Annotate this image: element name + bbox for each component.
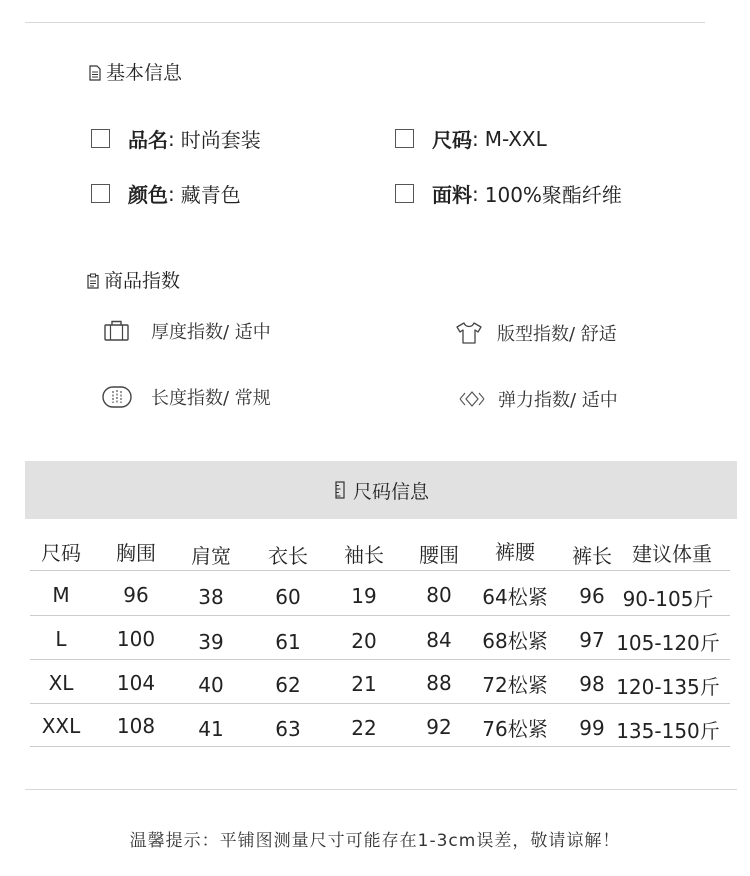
- table-header-cell: 肩宽: [191, 544, 231, 568]
- table-divider: [30, 746, 730, 747]
- table-header-cell: 袖长: [344, 543, 384, 567]
- index-label: 弹力指数/ 适中: [498, 390, 618, 411]
- table-cell: 99: [579, 716, 605, 740]
- table-divider: [30, 703, 730, 704]
- info-value: M-XXL: [484, 126, 547, 151]
- basic-info-title-text: 基本信息: [106, 62, 183, 84]
- table-header-cell: 衣长: [268, 544, 308, 568]
- table-header-cell: 建议体重: [632, 542, 712, 566]
- table-divider: [30, 570, 730, 571]
- info-item-size: 尺码 : M-XXL: [395, 124, 547, 153]
- table-cell: 38: [198, 585, 224, 609]
- info-key: 尺码: [432, 128, 472, 152]
- index-label: 长度指数/ 常规: [151, 388, 271, 409]
- table-cell: 63: [275, 717, 301, 741]
- table-cell: 60: [275, 585, 301, 609]
- table-cell: 20: [351, 629, 377, 653]
- table-cell: 22: [351, 716, 377, 740]
- table-cell: 21: [351, 672, 377, 696]
- table-cell: M: [52, 583, 70, 607]
- table-cell: 90-105斤: [622, 587, 714, 611]
- table-cell: 135-150斤: [616, 719, 720, 743]
- info-key: 面料: [432, 183, 472, 207]
- table-divider: [30, 659, 730, 660]
- table-header-cell: 腰围: [419, 543, 459, 567]
- table-cell: 39: [198, 630, 224, 654]
- table-cell: 97: [579, 628, 605, 652]
- basic-info-title: [88, 58, 182, 85]
- index-label: 版型指数/ 舒适: [497, 324, 617, 345]
- table-cell: 84: [426, 628, 452, 652]
- ruler-icon: [333, 481, 347, 499]
- index-title-text: 商品指数: [104, 270, 181, 292]
- table-cell: L: [55, 627, 67, 651]
- table-cell: 108: [116, 714, 156, 738]
- info-value: 藏青色: [180, 183, 241, 207]
- measurement-note: 温馨提示：平铺图测量尺寸可能存在1-3cm误差，敬请谅解！: [129, 831, 621, 851]
- checkbox[interactable]: [91, 129, 110, 148]
- index-item-length: [101, 384, 271, 410]
- checkbox[interactable]: [395, 184, 414, 203]
- info-key: 颜色: [128, 183, 168, 207]
- index-label: 厚度指数/ 适中: [151, 322, 271, 343]
- table-cell: 68松紧: [482, 629, 548, 653]
- document-icon: [88, 64, 102, 80]
- clipboard-icon: [86, 272, 100, 288]
- table-cell: 88: [426, 671, 452, 695]
- table-cell: 96: [579, 584, 605, 608]
- table-cell: 76松紧: [482, 717, 548, 741]
- size-info-header: [25, 461, 737, 519]
- index-item-fit: [455, 320, 617, 346]
- info-item-fabric: 面料 : 100%聚酯纤维: [395, 179, 622, 208]
- info-item-color: 颜色 : 藏青色: [91, 179, 241, 208]
- info-value: 时尚套装: [180, 128, 261, 152]
- length-gauge-icon: [101, 384, 133, 410]
- index-item-elastic: [458, 386, 618, 412]
- elastic-diamond-icon: [458, 386, 486, 412]
- info-value: 100%聚酯纤维: [484, 183, 622, 207]
- table-cell: 92: [426, 715, 452, 739]
- bottom-divider: [25, 789, 737, 790]
- info-item-name: 品名 : 时尚套装: [91, 124, 261, 153]
- index-title: [86, 266, 180, 293]
- table-cell: 98: [579, 672, 605, 696]
- checkbox[interactable]: [395, 129, 414, 148]
- table-header-cell: 裤腰: [495, 540, 535, 564]
- table-header-cell: 胸围: [116, 541, 156, 565]
- table-cell: 72松紧: [482, 673, 548, 697]
- index-item-thickness: [103, 318, 271, 344]
- table-cell: 64松紧: [482, 585, 548, 609]
- table-cell: 62: [275, 673, 301, 697]
- table-cell: XL: [48, 671, 74, 695]
- info-key: 品名: [128, 128, 168, 152]
- size-info-title: 尺码信息: [352, 480, 429, 503]
- checkbox[interactable]: [91, 184, 110, 203]
- table-cell: 40: [198, 673, 224, 697]
- top-divider: [25, 22, 705, 23]
- table-cell: 80: [426, 583, 452, 607]
- table-cell: 41: [198, 717, 224, 741]
- table-cell: 19: [351, 584, 377, 608]
- briefcase-icon: [103, 318, 131, 344]
- table-divider: [30, 615, 730, 616]
- table-cell: 96: [123, 583, 149, 607]
- table-cell: 105-120斤: [616, 631, 720, 655]
- table-cell: 104: [116, 671, 156, 695]
- table-cell: 100: [116, 627, 156, 651]
- table-header-cell: 裤长: [572, 544, 612, 568]
- tshirt-icon: [455, 320, 483, 346]
- table-cell: 61: [275, 630, 301, 654]
- table-header-cell: 尺码: [41, 541, 81, 565]
- table-cell: 120-135斤: [616, 675, 720, 699]
- table-cell: XXL: [41, 714, 81, 738]
